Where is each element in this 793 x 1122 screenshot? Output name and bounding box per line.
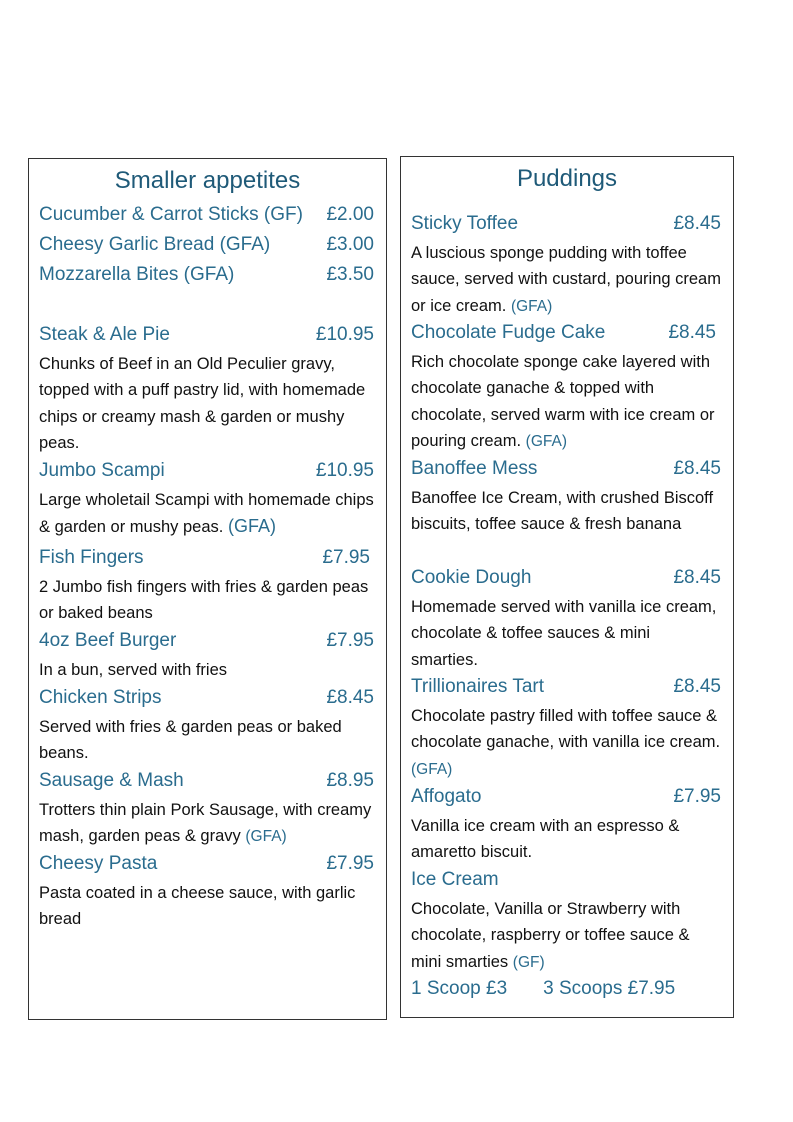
description-text: Homemade served with vanilla ice cream, chocolate & toffee sauces & mini smarties. — [411, 598, 717, 669]
menu-item-trillionaires-tart — [411, 675, 721, 699]
menu-item-chocolate-fudge-cake — [411, 321, 721, 345]
item-name: Cucumber & Carrot Sticks (GF) — [39, 204, 303, 225]
menu-item-cucumber-carrot-sticks — [39, 203, 374, 227]
item-name: Steak & Ale Pie — [39, 324, 170, 345]
item-description — [39, 714, 374, 767]
description-text: Rich chocolate sponge cake layered with chocolate ganache & topped with chocolate, served warm with ice cream or pouring cream. — [411, 353, 715, 450]
item-price: £7.95 — [322, 547, 370, 568]
item-name: 4oz Beef Burger — [39, 630, 177, 651]
dietary-tag: (GFA) — [525, 432, 567, 450]
item-price: £7.95 — [326, 853, 374, 874]
item-price: £8.45 — [673, 458, 721, 479]
item-description — [39, 574, 374, 627]
item-description — [39, 797, 374, 851]
description-text: Banoffee Ice Cream, with crushed Biscoff biscuits, toffee sauce & fresh banana — [411, 489, 714, 534]
item-name: Sausage & Mash — [39, 770, 184, 791]
item-name: Chicken Strips — [39, 687, 162, 708]
dietary-tag: (GFA) — [227, 516, 276, 537]
item-price: £8.45 — [673, 676, 721, 697]
description-text: Pasta coated in a cheese sauce, with garlic bread — [39, 884, 356, 929]
item-name: Banoffee Mess — [411, 458, 538, 479]
item-description — [411, 813, 721, 866]
item-price: £8.45 — [673, 213, 721, 234]
section-title-smaller-appetites: Smaller appetites — [114, 167, 301, 194]
menu-item-steak-ale-pie — [39, 323, 374, 347]
item-price: £3.00 — [326, 234, 374, 255]
item-name: Affogato — [411, 786, 482, 807]
item-name: Cheesy Garlic Bread (GFA) — [39, 234, 271, 255]
menu-item-cheesy-garlic-bread — [39, 233, 374, 257]
item-description — [39, 351, 374, 456]
item-description — [411, 485, 721, 538]
smaller-appetites-panel — [28, 158, 387, 1020]
item-description — [411, 349, 721, 455]
item-price: £8.45 — [673, 567, 721, 588]
item-name: Trillionaires Tart — [411, 676, 545, 697]
description-text: A luscious sponge pudding with toffee sauce, served with custard, pouring cream or ice cream. — [411, 244, 721, 315]
item-name: Mozzarella Bites (GFA) — [39, 264, 235, 285]
item-price: £3.50 — [326, 264, 374, 285]
item-price: £8.45 — [326, 687, 374, 708]
item-description — [39, 487, 374, 541]
ice-cream-scoop-prices — [411, 977, 711, 1001]
menu-item-cheesy-pasta — [39, 852, 374, 876]
dietary-tag: (GFA) — [510, 297, 553, 315]
menu-item-jumbo-scampi — [39, 459, 374, 483]
item-name: Chocolate Fudge Cake — [411, 322, 606, 343]
item-price: £7.95 — [326, 630, 374, 651]
menu-item-mozzarella-bites — [39, 263, 374, 287]
description-text: 2 Jumbo fish fingers with fries & garden peas or baked beans — [39, 578, 369, 623]
description-text: Vanilla ice cream with an espresso & amaretto biscuit. — [411, 817, 680, 862]
item-name: Jumbo Scampi — [39, 460, 165, 481]
description-text: Large wholetail Scampi with homemade chips & garden or mushy peas. — [39, 491, 374, 537]
menu-item-sticky-toffee — [411, 212, 721, 236]
menu-item-beef-burger — [39, 629, 374, 653]
item-price: £8.95 — [326, 770, 374, 791]
item-description — [39, 880, 374, 933]
item-price: £10.95 — [315, 460, 374, 481]
menu-item-chicken-strips — [39, 686, 374, 710]
three-scoops-price: 3 Scoops £7.95 — [543, 978, 676, 999]
puddings-panel — [400, 156, 734, 1018]
item-name: Ice Cream — [411, 869, 499, 890]
one-scoop-price: 1 Scoop £3 — [411, 978, 508, 999]
description-text: Served with fries & garden peas or baked beans. — [39, 718, 342, 763]
item-price: £7.95 — [673, 786, 721, 807]
description-text: Trotters thin plain Pork Sausage, with creamy mash, garden peas & gravy — [39, 801, 372, 846]
item-description — [411, 240, 721, 320]
menu-item-cookie-dough — [411, 566, 721, 590]
item-price: £10.95 — [315, 324, 374, 345]
menu-item-banoffee-mess — [411, 457, 721, 481]
menu-item-ice-cream — [411, 868, 721, 892]
item-price: £8.45 — [668, 322, 716, 343]
item-name: Fish Fingers — [39, 547, 144, 568]
section-title-puddings: Puddings — [516, 165, 618, 192]
description-text: Chocolate, Vanilla or Strawberry with chocolate, raspberry or toffee sauce & mini smarties — [411, 900, 690, 971]
item-name: Cookie Dough — [411, 567, 532, 588]
description-text: Chunks of Beef in an Old Peculier gravy, topped with a puff pastry lid, with homemade chips or creamy mash & garden or mushy peas. — [39, 355, 366, 452]
item-description — [411, 896, 721, 976]
dietary-tag: (GFA) — [411, 760, 453, 778]
menu-item-fish-fingers — [39, 546, 374, 570]
item-description — [411, 703, 721, 783]
dietary-tag: (GF) — [512, 953, 545, 971]
menu-item-affogato — [411, 785, 721, 809]
dietary-tag: (GFA) — [245, 828, 287, 846]
description-text: In a bun, served with fries — [39, 661, 228, 679]
item-description — [411, 594, 721, 673]
description-text: Chocolate pastry filled with toffee sauce & chocolate ganache, with vanilla ice cream. — [411, 707, 721, 752]
menu-item-sausage-mash — [39, 769, 374, 793]
item-price: £2.00 — [326, 204, 374, 225]
item-description — [39, 657, 374, 683]
item-name: Cheesy Pasta — [39, 853, 158, 874]
item-name: Sticky Toffee — [411, 213, 519, 234]
